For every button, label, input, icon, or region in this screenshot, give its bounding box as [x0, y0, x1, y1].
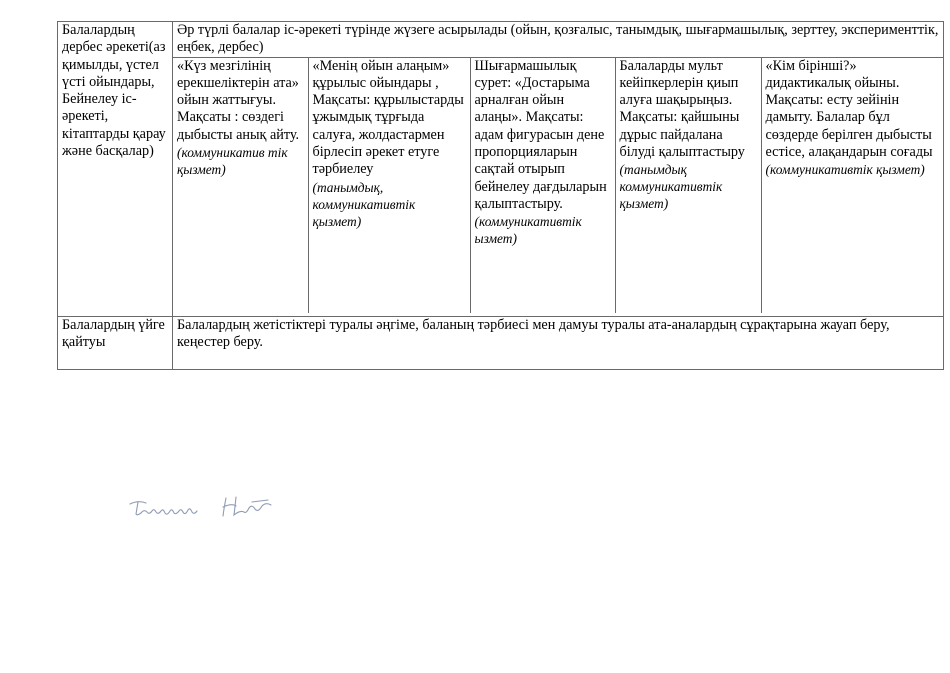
activity-grid — [173, 58, 944, 313]
table-row — [58, 22, 944, 317]
schedule-table — [57, 21, 944, 370]
activity-heading: Әр түрлі балалар іс-әрекеті түрінде жүзеге асырылады (ойын, қозғалыс, танымдық, шығармашылық, зерттеу, эксперименттік, еңбек, дербес) — [173, 22, 943, 58]
row-label-going-home: Балалардың үйге қайтуы — [58, 317, 173, 370]
activity-note-1: (коммуникатив тік қызмет) — [177, 145, 288, 178]
activity-cell-5: «Кім бірінші?» дидактикалық ойыны. Мақсаты: есту зейінін дамыту. Балалар бұл сөздерде берілген дыбысты естісе, алақандарын соғады (коммуникативтік қызмет) — [761, 58, 944, 313]
activity-note-4: (танымдық коммуникативтік қызмет) — [619, 162, 723, 212]
activity-cell-4: Балаларды мульт кейіпкерлерін қиып алуға шақырыңыз. Мақсаты: қайшыны дұрыс пайдалана білуді қалыптастыру (танымдық коммуникативтік қызмет) — [615, 58, 761, 313]
activity-note-2: (танымдық, коммуникативтік қызмет) — [312, 179, 416, 229]
going-home-cell: Балалардың жетістіктері туралы әңгіме, баланың тәрбиесі мен дамуы туралы ата-аналардың сұрақтарына жауап беру, кеңестер беру. — [173, 317, 944, 370]
handwritten-signature — [128, 494, 278, 533]
independent-activity-cell — [173, 22, 944, 317]
table-row — [58, 317, 944, 370]
row-label-independent-activity: Балалардың дербес әрекеті(аз қимылды, үстел үсті ойындары, Бейнелеу іс-әрекеті, кітаптарды қарау және басқалар) — [58, 22, 173, 317]
activity-cell-1: «Күз мезгілінің ерекшеліктерін ата» ойын жаттығуы. Мақсаты : сөздегі дыбысты анық айту. (коммуникатив тік қызмет) — [173, 58, 308, 313]
activity-note-3: (коммуникативтік ызмет) — [474, 214, 582, 247]
activity-note-5: (коммуникативтік қызмет) — [765, 162, 925, 178]
activity-cell-3: Шығармашылық сурет: «Достарыма арналған ойын алаңы». Мақсаты: адам фигурасын дене пропорцияларын сақтай отырып бейнелеу дағдыларын қалыптастыру. (коммуникативтік ызмет) — [470, 58, 615, 313]
activity-cell-2: «Менің ойын алаңым» құрылыс ойындары , Мақсаты: құрылыстарды ұжымдық тұрғыда салуға, жолдастармен бірлесіп әрекет етуге тәрбиелеу (танымдық, коммуникативтік қызмет) — [308, 58, 470, 313]
signature-icon — [128, 494, 278, 528]
